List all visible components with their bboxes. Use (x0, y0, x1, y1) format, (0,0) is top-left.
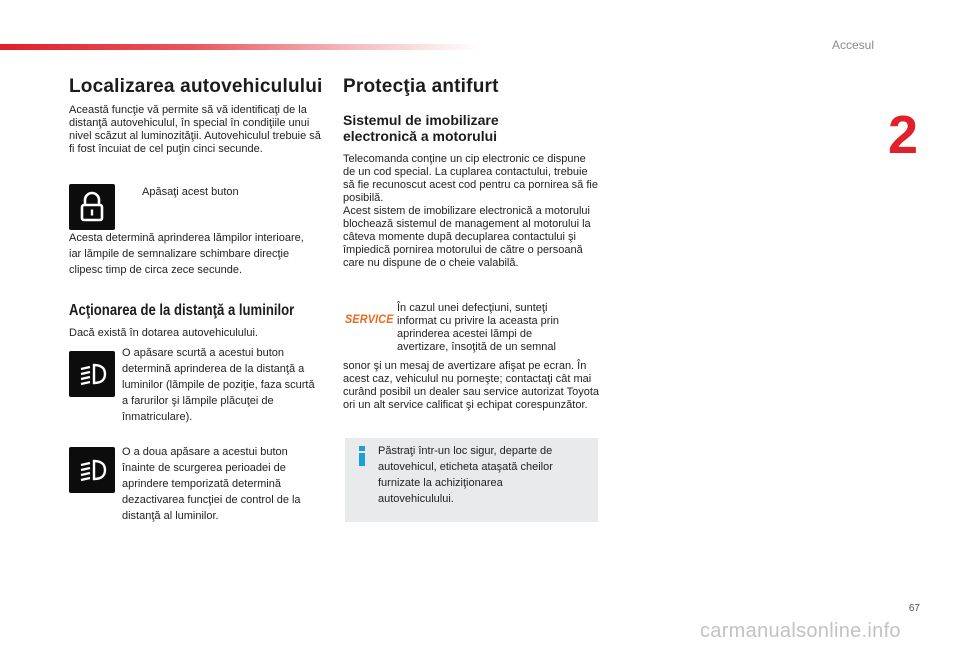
headlight-button-icon (69, 351, 115, 397)
service-warning-icon: SERVICE (345, 312, 394, 326)
lock-button-icon (69, 184, 115, 230)
right-title: Protecţia antifurt (343, 76, 499, 97)
note-text: Păstraţi într-un loc sigur, departe de autovehicul, eticheta ataşată cheilor furnizate la achiziţionarea autovehiculului. (378, 445, 553, 505)
left-intro: Această funcţie vă permite să vă identificaţi de la distanţă autovehiculul, în special în condiţiile unui nivel scăzut al luminozităţii. Autovehiculul trebuie să fi fost încuiat de cel puţin cinci secunde. (69, 104, 321, 155)
fault-text: În cazul unei defecţiuni, sunteţi informat cu privire la aceasta prin aprinderea acestei lămpi de avertizare, însoţită de un semnal (397, 302, 560, 353)
immobiliser-body-2: Acest sistem de imobilizare electronică a motorului blochează sistemul de management al motorului la câteva momente după decuplarea contactului şi împiedică pornirea motorului de către o persoană care nu dispune de o cheie valabilă. (343, 205, 591, 269)
header-accent-bar (0, 44, 480, 50)
press-instruction: Apăsaţi acest buton (142, 186, 239, 198)
chapter-number: 2 (888, 105, 919, 165)
second-press-text: O a doua apăsare a acestui buton înainte de scurgerea perioadei de aprindere temporizată determină dezactivarea funcţiei de control de la distanţă al luminilor. (122, 446, 301, 522)
section-name: Accesul (831, 38, 874, 52)
immobiliser-body (343, 153, 599, 270)
watermark: carmanualsonline.info (700, 620, 901, 642)
remote-lighting-subtitle: Acţionarea de la distanţă a luminilor (69, 302, 295, 319)
immobiliser-body-1: Telecomanda conţine un cip electronic ce dispune de un cod special. La cuplarea contactului, trebuie să fie recunoscut acest cod pentru ca pornirea să fie posibilă. (343, 153, 598, 204)
left-title: Localizarea autovehiculului (69, 76, 323, 97)
immobiliser-subtitle-line2: electronică a motorului (343, 128, 498, 144)
if-equipped-text: Dacă există în dotarea autovehiculului. (69, 327, 258, 339)
immobiliser-subtitle-line1: Sistemul de imobilizare (343, 112, 499, 128)
info-icon (355, 446, 369, 466)
headlight-button-icon-2 (69, 447, 115, 493)
short-press-text: O apăsare scurtă a acestui buton determină aprinderea de la distanţă a luminilor (lămpile de poziţie, faza scurtă a farurilor şi lămpile plăcuţei de înmatriculare). (122, 347, 315, 423)
page-number: 67 (908, 603, 920, 614)
immobiliser-subtitle (343, 112, 583, 144)
lock-effect-text: Acesta determină aprinderea lămpilor interioare, iar lămpile de semnalizare schimbare direcţie clipesc timp de circa zece secunde. (69, 232, 304, 276)
fault-text-cont: sonor şi un mesaj de avertizare afişat pe ecran. În acest caz, vehiculul nu porneşte; contactaţi cât mai curând posibil un dealer sau service autorizat Toyota ori un alt service calificat şi echipat corespunzător. (343, 360, 600, 411)
